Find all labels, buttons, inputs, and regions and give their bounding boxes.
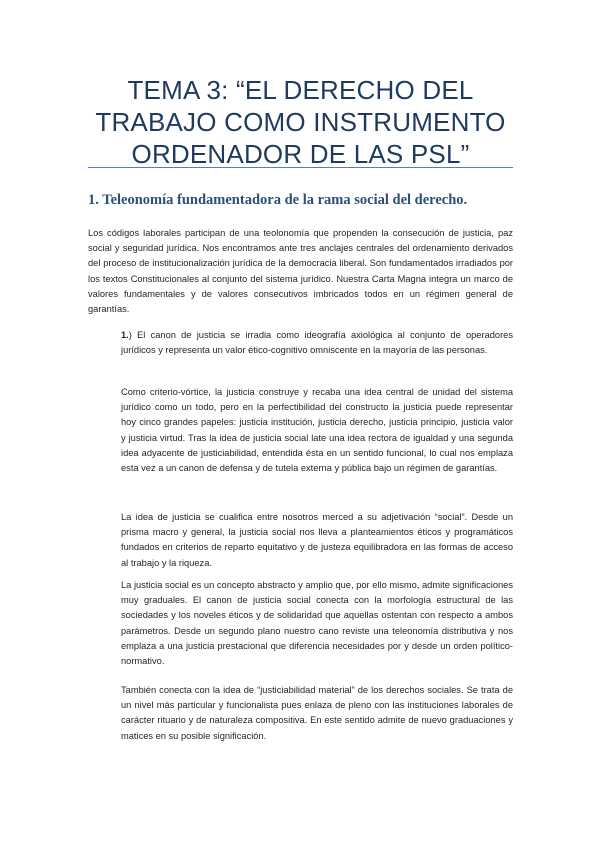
- point-1-text: ) El canon de justicia se irradia como ideografía axiológica al conjunto de operadores jurídicos y representa un valor ético-cognitivo omniscente en la mayoría de las personas.: [121, 330, 513, 356]
- document-title: [88, 74, 513, 170]
- title-line: TRABAJO COMO INSTRUMENTO: [95, 107, 506, 137]
- point-1-paragraph: [121, 328, 513, 358]
- point-number: 1.: [121, 330, 129, 340]
- title-line: TEMA 3: “EL DERECHO DEL: [127, 75, 474, 105]
- title-line: ORDENADOR DE LAS PSL”: [131, 139, 470, 169]
- paragraph-concepto-abstracto: La justicia social es un concepto abstracto y amplio que, por ello mismo, admite significaciones muy graduales. El canon de justicia social conecta con la morfología estructural de las sociedades y los noveles éticos y de solidaridad que aquellas ostentan con respecto a ambos parámetros. Desde un segundo plano nuestro cano reviste una teleonomía distributiva y nos emplaza a una justicia prestacional que diferencia necesidades por y desde un orden político-normativo.: [121, 580, 513, 667]
- title-divider: [88, 167, 513, 168]
- section-heading: 1. Teleonomía fundamentadora de la rama social del derecho.: [88, 192, 468, 208]
- paragraph-justicia-social: La idea de justicia se cualifica entre nosotros merced a su adjetivación “social”. Desde un prisma macro y general, la justicia social nos lleva a planteamientos éticos y programáticos fundados en criterios de reparto equitativo y de justeza equilibradora en las formas de acceso al trabajo y la riqueza.: [121, 512, 513, 568]
- paragraph-justicia-roles: Como criterio-vórtice, la justicia construye y recaba una idea central de unidad del sistema jurídico como un todo, pero en la perfectibilidad del constructo la justicia puede representar hoy cinco grandes papeles: justicia institución, justicia derecho, justicia principio, justicia valor y justicia virtud. Tras la idea de justicia social late una idea rectora de igualdad y una segunda idea adyacente de justiciabilidad, entendida ésta en un sentido funcional, lo cual nos emplaza esta vez a un canon de defensa y de tutela externa y pública bajo un régimen de garantías.: [121, 387, 513, 474]
- paragraph-justiciabilidad: También conecta con la idea de “justiciabilidad material” de los derechos sociales. Se trata de un nivel más particular y funcionalista pues enlaza de pleno con las instituciones laborales de carácter rituario y de naturaleza compositiva. En este sentido admite de nuevo graduaciones y matices en su posible significación.: [121, 685, 513, 741]
- intro-paragraph: Los códigos laborales participan de una teolonomía que propenden la consecución de justicia, paz social y seguridad jurídica. Nos encontramos ante tres anclajes centrales del ordenamiento derivados del proceso de institucionalización jurídica de la democracia liberal. Son fundamentados irradiados por los textos Constitucionales al conjunto del sistema jurídico. Nuestra Carta Magna integra un marco de valores fundamentales y de valores consecutivos imbricados todos en un régimen general de garantías.: [88, 228, 513, 315]
